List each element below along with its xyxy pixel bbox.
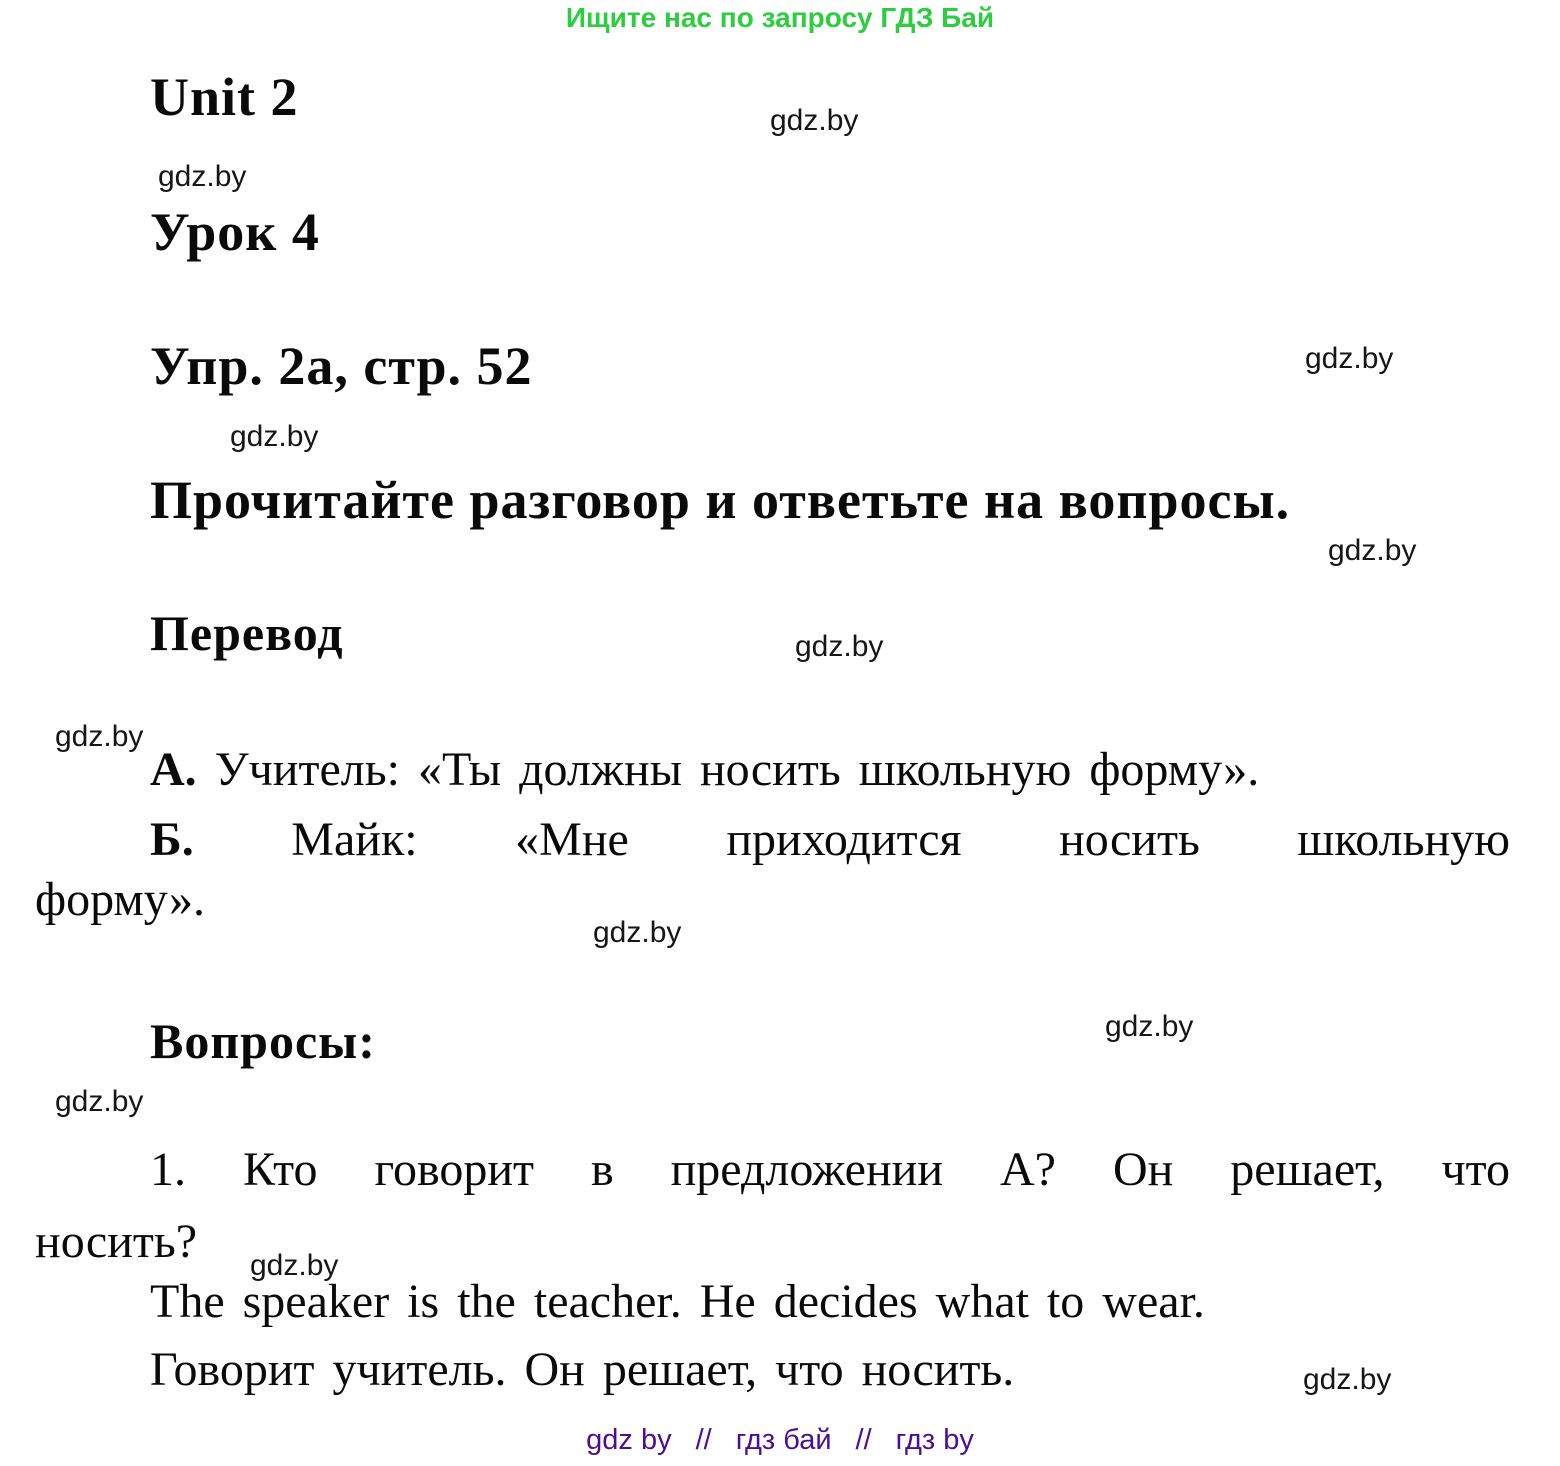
gdz-watermark: gdz.by: [795, 630, 884, 663]
speaker-b-label: Б.: [150, 813, 194, 866]
translation-sentence-b-line2: форму».: [35, 873, 205, 926]
footer-brand-latin: gdz by: [586, 1424, 672, 1456]
question-1-line1: 1. Кто говорит в предложении А? Он решает, что: [150, 1143, 1510, 1196]
footer-separator-icon: //: [695, 1424, 712, 1456]
gdz-watermark: gdz.by: [1105, 1010, 1194, 1043]
gdz-watermark: gdz.by: [250, 1249, 339, 1282]
gdz-watermark: gdz.by: [158, 160, 247, 193]
gdz-watermark: gdz.by: [770, 104, 859, 137]
footer-brand-cyrillic: гдз бай: [735, 1424, 832, 1456]
footer-brand-mixed: гдз by: [895, 1424, 974, 1456]
questions-heading: Вопросы:: [150, 1013, 376, 1069]
translation-sentence-b-line1: [35, 810, 1510, 870]
task-heading: Прочитайте разговор и ответьте на вопросы.: [150, 470, 1291, 530]
footer-separator-icon: //: [855, 1424, 872, 1456]
unit-heading: Unit 2: [150, 67, 299, 127]
gdz-watermark: gdz.by: [1328, 534, 1417, 567]
gdz-watermark: gdz.by: [55, 720, 144, 753]
promo-banner: Ищите нас по запросу ГДЗ Бай: [565, 2, 995, 33]
translation-heading: Перевод: [150, 605, 344, 661]
speaker-a-label: А.: [150, 743, 197, 796]
answer-russian: Говорит учитель. Он решает, что носить.: [150, 1343, 1015, 1396]
answer-english: The speaker is the teacher. He decides what to wear.: [150, 1275, 1205, 1328]
site-footer: [0, 1424, 1560, 1457]
speaker-b-text: Майк: «Мне приходится носить школьную: [291, 813, 1511, 866]
translation-sentence-a: [35, 740, 1510, 800]
exercise-heading: Упр. 2а, стр. 52: [150, 336, 533, 396]
gdz-watermark: gdz.by: [1305, 342, 1394, 375]
gdz-watermark: gdz.by: [55, 1085, 144, 1118]
gdz-watermark: gdz.by: [230, 420, 319, 453]
gdz-watermark: gdz.by: [593, 916, 682, 949]
speaker-a-text: Учитель: «Ты должны носить школьную форму».: [214, 743, 1260, 796]
lesson-heading: Урок 4: [150, 202, 320, 262]
question-1-line2: носить?: [35, 1215, 198, 1268]
gdz-watermark: gdz.by: [1303, 1363, 1392, 1396]
